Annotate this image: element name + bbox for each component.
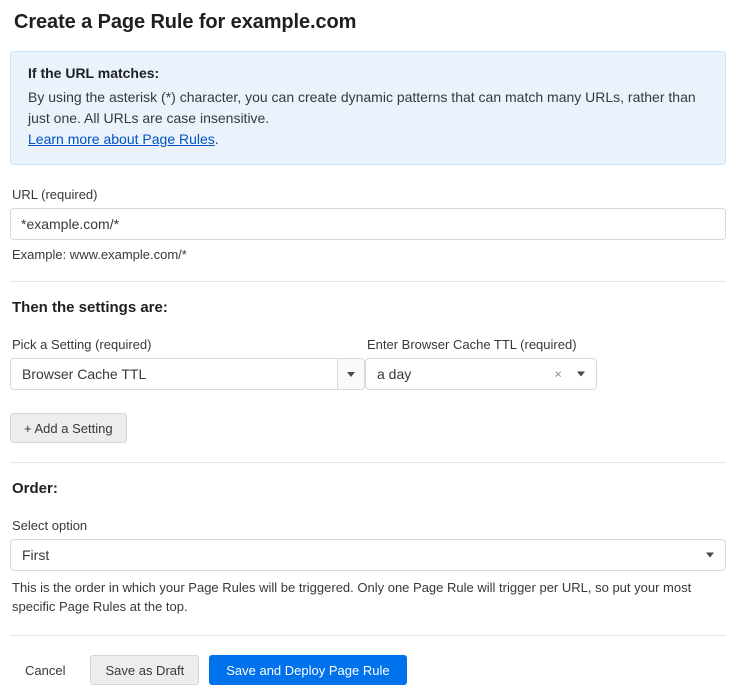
order-select[interactable]	[10, 539, 726, 571]
settings-row	[10, 337, 726, 390]
order-value: First	[22, 547, 50, 563]
chevron-down-icon[interactable]	[337, 359, 364, 389]
cancel-button[interactable]: Cancel	[10, 655, 80, 685]
url-hint: Example: www.example.com/*	[12, 247, 187, 262]
callout-text: By using the asterisk (*) character, you can create dynamic patterns that can match many URLs, rather than just one. All URLs are case insensitive.	[28, 89, 696, 126]
clear-icon[interactable]: ×	[554, 366, 562, 382]
page-rule-form	[0, 11, 736, 687]
setting-value-select[interactable]	[365, 358, 597, 390]
setting-picker-select[interactable]	[10, 358, 365, 390]
order-section-title: Order:	[12, 480, 58, 497]
settings-section-title: Then the settings are:	[12, 299, 168, 316]
setting-value-label: Enter Browser Cache TTL (required)	[367, 337, 577, 352]
learn-more-link[interactable]: Learn more about Page Rules	[28, 131, 215, 147]
divider-order	[10, 462, 726, 463]
callout-link-suffix: .	[214, 131, 219, 147]
chevron-down-icon[interactable]	[706, 553, 714, 558]
form-actions	[10, 655, 726, 685]
url-input[interactable]	[10, 208, 726, 240]
divider-actions	[10, 635, 726, 636]
save-draft-button[interactable]: Save as Draft	[90, 655, 199, 685]
setting-picker-label: Pick a Setting (required)	[12, 337, 152, 352]
callout-title: If the URL matches:	[28, 65, 160, 81]
add-setting-button[interactable]: + Add a Setting	[10, 413, 127, 443]
save-deploy-button[interactable]: Save and Deploy Page Rule	[209, 655, 406, 685]
order-label: Select option	[12, 518, 88, 533]
url-label: URL (required)	[12, 187, 98, 202]
page-title: Create a Page Rule for example.com	[14, 11, 357, 33]
order-description: This is the order in which your Page Rules will be triggered. Only one Page Rule will trigger per URL, so put your most specific Page Rules at the top.	[12, 580, 692, 614]
setting-value-text: a day	[377, 366, 412, 382]
setting-picker-group	[10, 337, 365, 390]
url-field-group	[10, 187, 726, 262]
setting-value-group	[365, 337, 597, 390]
caret-shape	[347, 372, 355, 377]
divider-settings	[10, 281, 726, 282]
chevron-down-icon[interactable]	[577, 372, 585, 377]
order-field-group	[10, 518, 726, 616]
url-match-callout	[10, 51, 726, 165]
callout-body	[28, 87, 709, 150]
setting-picker-value: Browser Cache TTL	[22, 366, 147, 382]
